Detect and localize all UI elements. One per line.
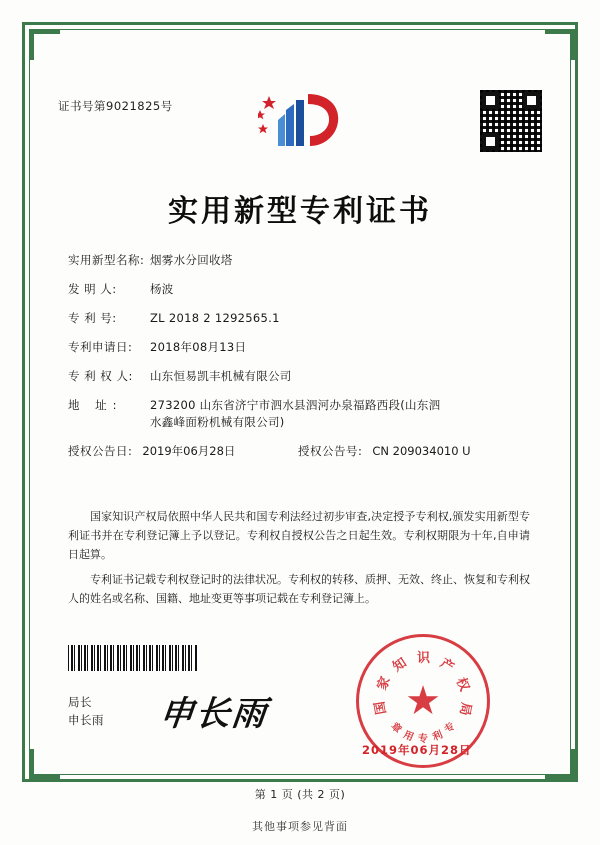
field-value: CN 209034010 U <box>372 444 471 458</box>
seal-char: 用 <box>401 729 415 744</box>
seal-char: 利 <box>431 729 445 744</box>
seal-char: 产 <box>437 655 457 676</box>
director-role-label: 局长 <box>68 695 92 709</box>
signature-labels <box>68 693 104 729</box>
seal-char: 知 <box>390 655 410 676</box>
corner-ornament-top-left <box>29 29 60 60</box>
corner-ornament-top-right <box>545 29 576 60</box>
page-title: 实用新型专利证书 <box>168 194 432 229</box>
field-value: ZL 2018 2 1292565.1 <box>150 311 280 325</box>
field-value: 杨波 <box>150 282 174 296</box>
fields-block <box>68 252 538 472</box>
seal-char: 局 <box>456 701 474 717</box>
page-number: 第 1 页 (共 2 页) <box>254 788 346 801</box>
seal-char: 专 <box>418 734 428 745</box>
field-label: 地 址: <box>68 398 123 412</box>
barcode-icon <box>68 645 198 671</box>
field-address <box>68 397 538 431</box>
field-label: 发 明 人: <box>68 282 117 296</box>
director-handwritten-signature: 申长雨 <box>157 694 270 734</box>
field-label: 专 利 权 人: <box>68 369 133 383</box>
seal-char: 章 <box>388 720 404 736</box>
qr-code-icon <box>480 90 542 152</box>
field-inventor <box>68 281 538 298</box>
address-line-1: 273200 山东省济宁市泗水县泗河办泉福路西段(山东泗 <box>150 398 441 412</box>
field-value: 山东恒易凯丰机械有限公司 <box>150 369 292 383</box>
field-patent-number <box>68 310 538 327</box>
seal-date: 2019年06月28日 <box>362 743 472 757</box>
field-grant-number <box>298 443 538 460</box>
certificate-number: 证书号第9021825号 <box>58 99 173 113</box>
field-value: 2018年08月13日 <box>150 340 247 354</box>
seal-char: 识 <box>417 651 431 666</box>
field-grant-row <box>68 443 538 460</box>
body-paragraph-1: 国家知识产权局依照中华人民共和国专利法经过初步审查,决定授予专利权,颁发实用新型专利证书并在专利登记簿上予以登记。专利权自授权公告之日起生效。专利权期限为十年,自申请日起算。 <box>68 510 530 561</box>
seal-char: 专 <box>442 720 458 736</box>
seal-star-icon: ★ <box>405 678 441 724</box>
field-grant-date <box>68 443 298 460</box>
seal-char: 权 <box>452 675 472 694</box>
field-utility-model-name <box>68 252 538 269</box>
director-name-label: 申长雨 <box>68 713 104 727</box>
address-line-2: 水鑫峰面粉机械有限公司) <box>150 415 285 429</box>
corner-ornament-bottom-right <box>545 749 576 780</box>
field-label: 专 利 号: <box>68 311 117 325</box>
field-label: 授权公告号: <box>298 444 363 458</box>
field-value-group <box>140 397 538 431</box>
body-paragraph-2: 专利证书记载专利权登记时的法律状况。专利权的转移、质押、无效、终止、恢复和专利权人的姓名或名称、国籍、地址变更等事项记载在专利登记簿上。 <box>68 573 530 605</box>
field-label: 实用新型名称: <box>68 253 145 267</box>
footer-note: 其他事项参见背面 <box>252 820 348 833</box>
patent-office-logo-icon <box>258 88 344 154</box>
corner-ornament-bottom-left <box>29 749 60 780</box>
field-application-date <box>68 339 538 356</box>
field-label: 授权公告日: <box>68 444 133 458</box>
field-patent-owner <box>68 368 538 385</box>
seal-char: 家 <box>374 674 394 693</box>
field-label: 专利申请日: <box>68 340 133 354</box>
body-text <box>68 507 530 614</box>
field-value: 烟雾水分回收塔 <box>150 253 233 267</box>
field-value: 2019年06月28日 <box>142 444 236 458</box>
seal-char: 国 <box>372 700 390 716</box>
